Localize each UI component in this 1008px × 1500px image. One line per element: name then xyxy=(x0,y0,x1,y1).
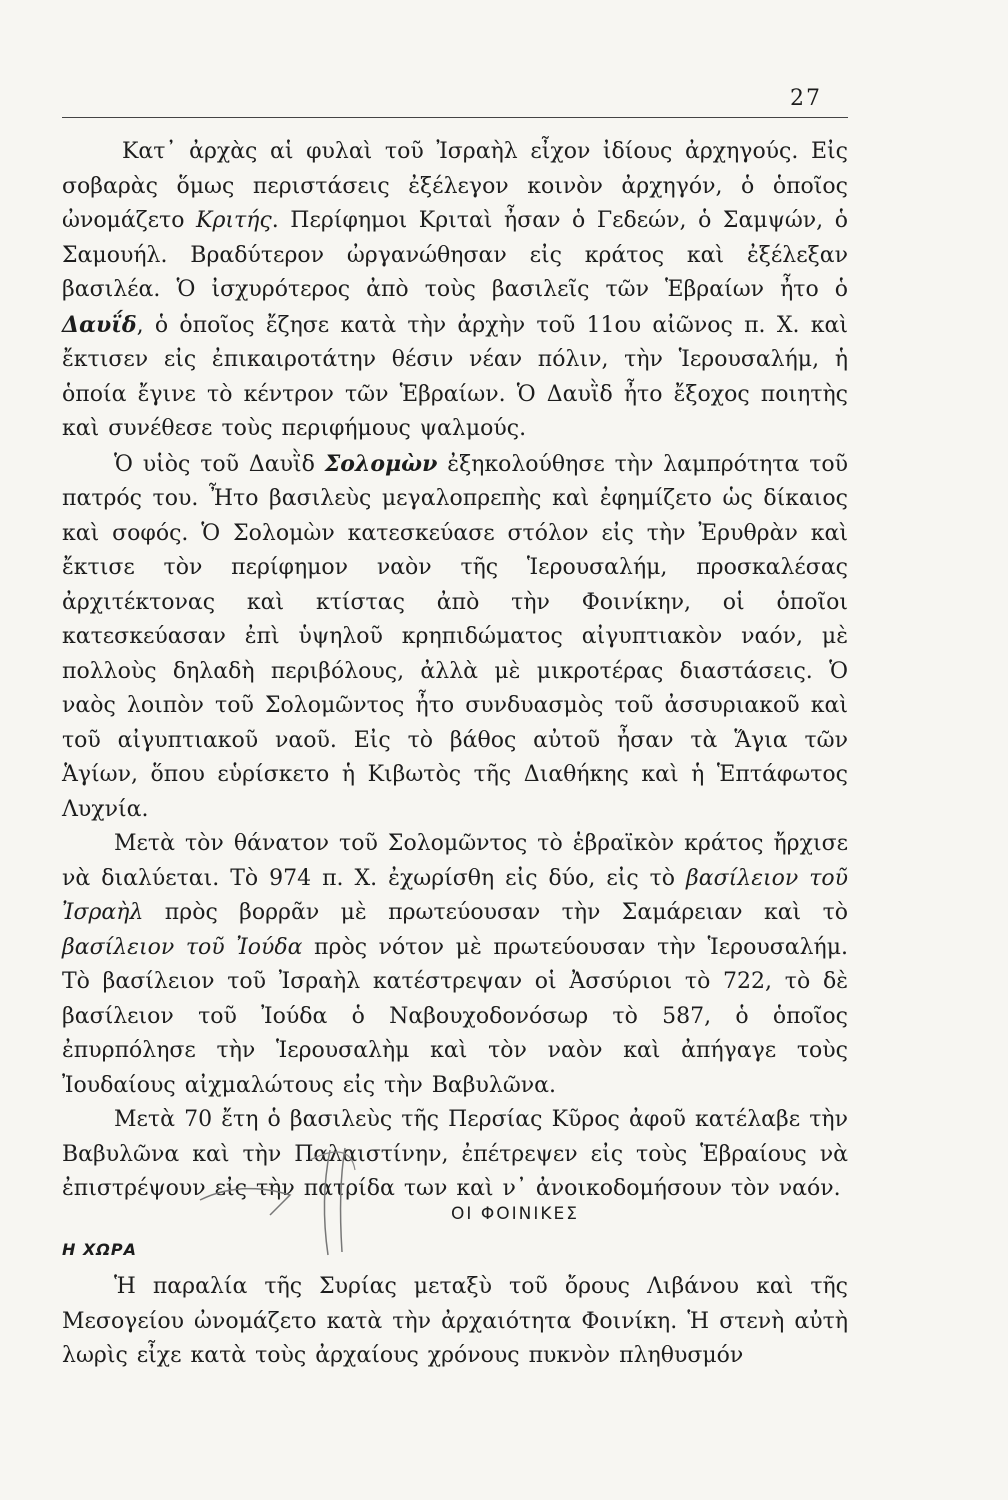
paragraph xyxy=(62,1270,848,1374)
page-number: 27 xyxy=(790,86,822,111)
text-segment: Ὁ υἱὸς τοῦ Δαυῒδ xyxy=(114,451,325,477)
text-segment: πρὸς νότον μὲ πρωτεύουσαν τὴν Ἱερουσαλήμ. Τὸ βασίλειον τοῦ Ἰσραὴλ κατέστρεψαν οἱ Ἀσσύριοι τὸ 722, τὸ δὲ βασίλειον τοῦ Ἰούδα ὁ Ναβουχοδονόσωρ τὸ 587, ὁ ὁποῖος ἐπυρπόλησε τὴν Ἱερουσαλὴμ καὶ τὸν ναὸν καὶ ἀπήγαγε τοὺς Ἰουδαίους αἰχμαλώτους εἰς τὴν Βαβυλῶνα. xyxy=(62,934,849,1098)
paragraph xyxy=(62,135,848,447)
section-heading: Η ΧΩΡΑ xyxy=(62,1240,138,1259)
text-segment: , ὁ ὁποῖος ἔζησε κατὰ τὴν ἀρχὴν τοῦ 11ου αἰῶνος π. Χ. καὶ ἔκτισεν εἰς ἐπικαιροτάτην θέσιν νέαν πόλιν, τὴν Ἱερουσαλήμ, ἡ ὁποία ἔγινε τὸ κέντρον τῶν Ἑβραίων. Ὁ Δαυῒδ ἦτο ἔξοχος ποιητὴς καὶ συνέθεσε τοὺς περιφήμους ψαλμούς. xyxy=(62,312,848,441)
text-segment: Ἡ παραλία τῆς Συρίας μεταξὺ τοῦ ὄρους Λιβάνου καὶ τῆς Μεσογείου ὠνομάζετο κατὰ τὴν ἀρχαιότητα Φοινίκη. Ἡ στενὴ αὐτὴ λωρὶς εἶχε κατὰ τοὺς ἀρχαίους χρόνους πυκνὸν πληθυσμόν xyxy=(62,1274,848,1368)
text-segment: ἐξηκολούθησε τὴν λαμπρότητα τοῦ πατρός του. Ἦτο βασιλεὺς μεγαλοπρεπὴς καὶ ἐφημίζετο ὡς δίκαιος καὶ σοφός. Ὁ Σολομὼν κατεσκεύασε στόλον εἰς τὴν Ἐρυθρὰν καὶ ἔκτισε τὸν περίφημον ναὸν τῆς Ἱερουσαλήμ, προσκαλέσας ἀρχιτέκτονας καὶ κτίστας ἀπὸ τὴν Φοινίκην, οἱ ὁποῖοι κατεσκεύασαν ἐπὶ ὑψηλοῦ κρηπιδώματος αἰγυπτιακὸν ναόν, μὲ πολλοὺς δηλαδὴ περιβόλους, ἀλλὰ μὲ μικροτέρας διαστάσεις. Ὁ ναὸς λοιπὸν τοῦ Σολομῶντος ἦτο συνδυασμὸς τοῦ ἀσσυριακοῦ καὶ τοῦ αἰγυπτιακοῦ ναοῦ. Εἰς τὸ βάθος αὐτοῦ ἦσαν τὰ Ἅγια τῶν Ἁγίων, ὅπου εὑρίσκετο ἡ Κιβωτὸς τῆς Διαθήκης καὶ ἡ Ἑπτάφωτος Λυχνία. xyxy=(62,451,848,822)
text-segment: βασίλειον τοῦ Ἰσραὴλ xyxy=(62,865,849,925)
paragraph xyxy=(62,447,848,828)
text-segment: Κριτής xyxy=(196,208,272,233)
body-text-2 xyxy=(62,1270,848,1374)
text-segment: Δαυΐδ xyxy=(62,311,137,338)
text-segment: πρὸς βορρᾶν μὲ πρωτεύουσαν τὴν Σαμάρειαν καὶ τὸ xyxy=(143,900,848,925)
text-segment: Κατ᾽ ἀρχὰς αἱ φυλαὶ τοῦ Ἰσραὴλ εἶχον ἰδίους ἀρχηγούς. Εἰς σοβαρὰς ὅμως περιστάσεις ἐξέλεγον κοινὸν ἀρχηγόν, ὁ ὁποῖος ὠνομάζετο xyxy=(62,139,848,233)
chapter-title: ΟΙ ΦΟΙΝΙΚΕΣ xyxy=(451,1204,579,1224)
text-segment: Μετὰ 70 ἔτη ὁ βασιλεὺς τῆς Περσίας Κῦρος ἀφοῦ κατέλαβε τὴν Βαβυλῶνα καὶ τὴν Παλαιστίνην, ἐπέτρεψεν εἰς τοὺς Ἑβραίους νὰ ἐπιστρέψουν εἰς τὴν πατρίδα των καὶ ν᾽ ἀνοικοδομήσουν τὸν ναόν. xyxy=(62,1107,848,1201)
text-segment: Σολομὼν xyxy=(324,450,438,477)
text-segment: Μετὰ τὸν θάνατον τοῦ Σολομῶντος τὸ ἑβραϊκὸν κράτος ἤρχισε νὰ διαλύεται. Τὸ 974 π. Χ. ἐχωρίσθη εἰς δύο, εἰς τὸ xyxy=(62,831,848,891)
text-segment: βασίλειον τοῦ Ἰούδα xyxy=(62,934,303,960)
paragraph xyxy=(62,1103,848,1207)
text-segment: . Περίφημοι Κριταὶ ἦσαν ὁ Γεδεών, ὁ Σαμψών, ὁ Σαμουήλ. Βραδύτερον ὠργανώθησαν εἰς κράτος καὶ ἐξέλεξαν βασιλέα. Ὁ ἰσχυρότερος ἀπὸ τοὺς βασιλεῖς τῶν Ἑβραίων ἦτο ὁ xyxy=(62,208,848,302)
header-rule xyxy=(62,117,848,118)
paragraph xyxy=(62,827,848,1103)
body-text xyxy=(62,135,848,1207)
